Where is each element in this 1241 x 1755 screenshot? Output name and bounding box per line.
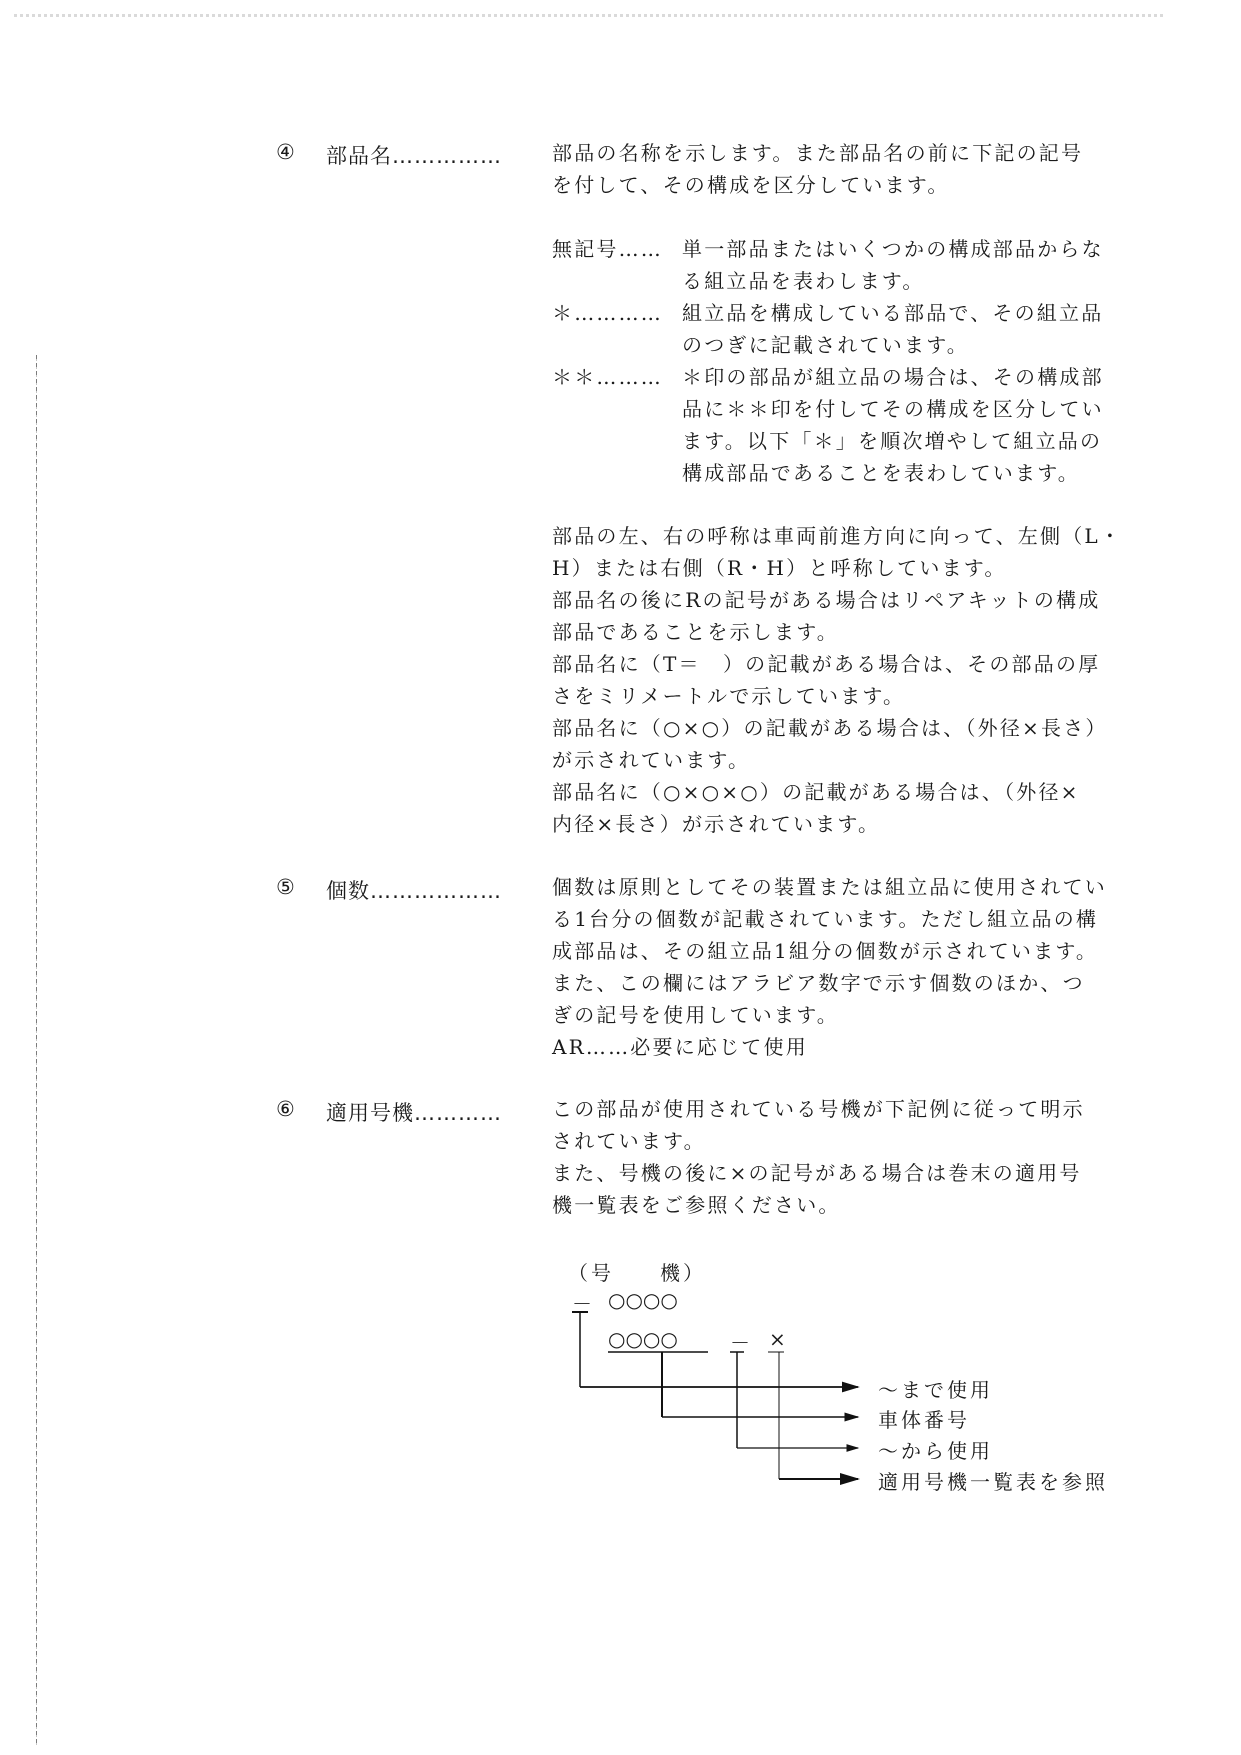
text-line: る1台分の個数が記載されています。ただし組立品の構 xyxy=(552,907,1099,931)
symbol-key: ＊………… xyxy=(552,301,663,325)
text-line: 部品であることを示します。 xyxy=(552,620,839,644)
text-line: 個数は原則としてその装置または組立品に使用されてい xyxy=(552,875,1107,899)
text-line: この部品が使用されている号機が下記例に従って明示 xyxy=(552,1097,1085,1121)
section-body xyxy=(552,1093,1085,1221)
section-body xyxy=(552,871,1107,1063)
section-intro xyxy=(552,137,1084,201)
symbol-key: 無記号…… xyxy=(552,237,663,261)
text-line: ます。以下「＊」を順次増やして組立品の xyxy=(682,429,1103,453)
symbol-key: ＊＊……… xyxy=(552,365,663,389)
section-label: 適用号機………… xyxy=(326,1101,502,1125)
section-number: ⑥ xyxy=(276,1097,295,1121)
symbol-row-none xyxy=(552,233,1104,297)
text-line: AR……必要に応じて使用 xyxy=(552,1035,808,1059)
legend-until-use: ～まで使用 xyxy=(878,1378,993,1402)
legend-chassis-number: 車体番号 xyxy=(878,1408,970,1432)
text-line: H）または右側（R・H）と呼称しています。 xyxy=(552,556,1007,580)
text-line: が示されています。 xyxy=(552,748,751,772)
text-line: のつぎに記載されています。 xyxy=(682,333,969,357)
section-number: ⑤ xyxy=(276,875,295,899)
legend-from-use: ～から使用 xyxy=(878,1439,993,1463)
text-line: 部品の左、右の呼称は車両前進方向に向って、左側（L・ xyxy=(552,524,1123,548)
text-line: 内径×長さ）が示されています。 xyxy=(552,812,881,836)
diagram-x-mark: × xyxy=(769,1327,789,1351)
symbol-row-double-asterisk xyxy=(552,361,1104,489)
section-label: 部品名…………… xyxy=(326,144,502,168)
serial-number-diagram xyxy=(560,1255,1180,1515)
text-line: 成部品は、その組立品1組分の個数が示されています。 xyxy=(552,939,1099,963)
legend-see-table: 適用号機一覧表を参照 xyxy=(878,1470,1108,1494)
text-line: 機一覧表をご参照ください。 xyxy=(552,1193,841,1217)
text-line: 部品の名称を示します。また部品名の前に下記の記号 xyxy=(552,141,1084,165)
diagram-dash-1: － xyxy=(572,1292,595,1316)
diagram-circles-1: ○○○○ xyxy=(608,1288,678,1312)
section-notes xyxy=(552,520,1123,840)
text-line: 単一部品またはいくつかの構成部品からな xyxy=(682,237,1104,261)
diagram-header: （号 機） xyxy=(568,1261,706,1285)
text-line: る組立品を表わします。 xyxy=(682,269,925,293)
symbol-desc xyxy=(682,361,1104,489)
scan-artifact-top xyxy=(14,14,1164,17)
text-line: ＊印の部品が組立品の場合は、その構成部 xyxy=(682,365,1104,389)
text-line: 部品名に（○×○×○）の記載がある場合は、（外径× xyxy=(552,780,1080,804)
text-line: ぎの記号を使用しています。 xyxy=(552,1003,839,1027)
section-label: 個数……………… xyxy=(326,879,502,903)
text-line: また、号機の後に×の記号がある場合は巻末の適用号 xyxy=(552,1161,1082,1185)
section-number: ④ xyxy=(276,140,295,164)
text-line: また、この欄にはアラビア数字で示す個数のほか、つ xyxy=(552,971,1085,995)
text-line: 部品名の後にRの記号がある場合はリペアキットの構成 xyxy=(552,588,1101,612)
diagram-circles-2: ○○○○ xyxy=(608,1327,678,1351)
text-line: されています。 xyxy=(552,1129,706,1153)
text-line: 部品名に（T＝ ）の記載がある場合は、その部品の厚 xyxy=(552,652,1101,676)
scan-artifact-left xyxy=(36,355,37,1745)
text-line: 品に＊＊印を付してその構成を区分してい xyxy=(682,397,1104,421)
symbol-row-single-asterisk xyxy=(552,297,1104,361)
symbol-desc xyxy=(682,233,1104,297)
text-line: さをミリメートルで示しています。 xyxy=(552,684,906,708)
text-line: 部品名に（○×○）の記載がある場合は、（外径×長さ） xyxy=(552,716,1108,740)
symbol-desc xyxy=(682,297,1104,361)
diagram-dash-2: － xyxy=(730,1331,753,1355)
text-line: を付して、その構成を区分しています。 xyxy=(552,173,950,197)
text-line: 組立品を構成している部品で、その組立品 xyxy=(682,301,1104,325)
text-line: 構成部品であることを表わしています。 xyxy=(682,461,1080,485)
